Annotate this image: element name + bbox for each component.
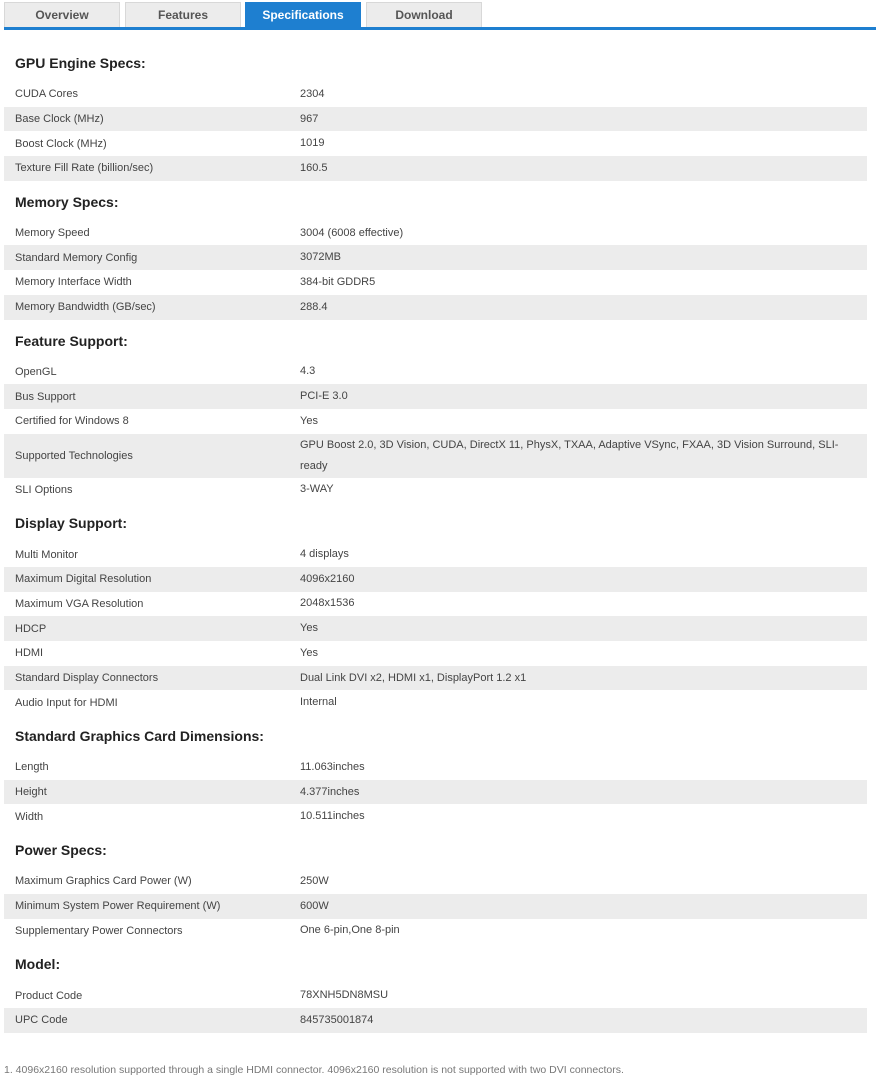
spec-row [4,434,867,478]
spec-row [4,107,867,132]
tab-features[interactable]: Features [125,2,241,27]
spec-section [4,502,867,715]
spec-label: Standard Memory Config [15,251,138,264]
spec-value: 160.5 [300,161,328,174]
section-title: Display Support: [15,515,128,532]
spec-label: Supported Technologies [15,449,133,462]
spec-row [4,616,867,641]
spec-section [4,42,867,181]
spec-table [4,542,867,715]
spec-row [4,82,867,107]
spec-label: Memory Interface Width [15,276,132,289]
spec-label: Boost Clock (MHz) [15,137,107,150]
spec-value: Yes [300,622,318,635]
spec-value: 4.377inches [300,785,360,798]
spec-section [4,181,867,320]
spec-label: Memory Speed [15,227,90,240]
tab-bar [4,0,876,30]
spec-row [4,983,867,1008]
spec-label: Memory Bandwidth (GB/sec) [15,301,156,314]
section-title: Memory Specs: [15,193,119,210]
spec-label: Standard Display Connectors [15,672,159,685]
spec-label: Base Clock (MHz) [15,113,104,126]
spec-row [4,478,867,503]
specifications-panel [4,42,867,1033]
spec-label: Minimum System Power Requirement (W) [15,900,221,913]
spec-table [4,82,867,181]
spec-value: Dual Link DVI x2, HDMI x1, DisplayPort 1.2 x1 [300,671,527,684]
spec-table [4,869,867,943]
spec-value: Yes [300,646,318,659]
spec-label: Width [15,810,44,823]
spec-label: Height [15,786,47,799]
spec-value: 3072MB [300,251,341,264]
spec-label: HDMI [15,647,44,660]
spec-table [4,360,867,503]
spec-table [4,221,867,320]
spec-value: 78XNH5DN8MSU [300,989,389,1002]
section-title: Standard Graphics Card Dimensions: [15,728,264,745]
spec-row [4,641,867,666]
spec-value: One 6-pin,One 8-pin [300,924,400,937]
spec-row [4,804,867,829]
spec-row [4,221,867,246]
spec-label: UPC Code [15,1014,68,1027]
spec-row [4,295,867,320]
spec-value: 3004 (6008 effective) [300,226,404,239]
spec-row [4,894,867,919]
spec-row [4,409,867,434]
spec-row [4,156,867,181]
spec-value: 384-bit GDDR5 [300,275,376,288]
spec-row [4,1008,867,1033]
spec-label: Audio Input for HDMI [15,696,118,709]
spec-label: HDCP [15,622,47,635]
spec-label: Multi Monitor [15,548,78,561]
spec-label: OpenGL [15,365,57,378]
spec-label: Bus Support [15,390,76,403]
spec-value: 250W [300,874,329,887]
spec-value: 600W [300,899,329,912]
spec-row [4,131,867,156]
spec-value: 967 [300,112,319,125]
spec-label: Maximum Graphics Card Power (W) [15,875,192,888]
spec-label: Product Code [15,989,83,1002]
spec-row [4,567,867,592]
spec-value: Yes [300,414,318,427]
spec-row [4,666,867,691]
footnote: 1. 4096x2160 resolution supported through a single HDMI connector. 4096x2160 resolution is not supported with two DVI connectors. [4,1064,624,1076]
spec-label: Maximum Digital Resolution [15,573,152,586]
spec-table [4,755,867,829]
spec-section [4,829,867,943]
tab-specifications[interactable]: Specifications [245,2,361,27]
spec-value: Internal [300,696,337,709]
spec-value: 3-WAY [300,483,334,496]
spec-table [4,983,867,1032]
spec-row [4,780,867,805]
spec-label: Texture Fill Rate (billion/sec) [15,162,154,175]
spec-label: SLI Options [15,483,73,496]
tab-download[interactable]: Download [366,2,482,27]
spec-value: PCI-E 3.0 [300,390,348,403]
spec-row [4,755,867,780]
spec-label: Supplementary Power Connectors [15,924,183,937]
spec-value: 11.063inches [300,760,365,773]
spec-value: 4 displays [300,548,349,561]
section-title: GPU Engine Specs: [15,55,146,71]
tab-overview[interactable]: Overview [4,2,120,27]
spec-row [4,690,867,715]
spec-value: 4.3 [300,365,316,378]
spec-row [4,360,867,385]
spec-row [4,919,867,944]
section-title: Power Specs: [15,842,107,859]
spec-section [4,320,867,503]
spec-value: GPU Boost 2.0, 3D Vision, CUDA, DirectX 11, PhysX, TXAA, Adaptive VSync, FXAA, 3D Vision Surround, SLI-ready [300,438,839,472]
section-title: Model: [15,956,61,973]
spec-label: CUDA Cores [15,88,78,101]
spec-row [4,869,867,894]
spec-label: Certified for Windows 8 [15,415,129,428]
spec-label: Length [15,761,49,774]
spec-row [4,384,867,409]
spec-row [4,592,867,617]
spec-value: 4096x2160 [300,572,355,585]
spec-value: 2304 [300,87,325,100]
spec-value: 288.4 [300,300,328,313]
section-title: Feature Support: [15,332,128,349]
spec-section [4,715,867,829]
spec-value: 845735001874 [300,1013,374,1026]
spec-value: 10.511inches [300,810,365,823]
spec-value: 2048x1536 [300,597,355,610]
spec-label: Maximum VGA Resolution [15,597,144,610]
spec-row [4,542,867,567]
spec-value: 1019 [300,137,325,150]
spec-row [4,270,867,295]
spec-row [4,245,867,270]
spec-section [4,943,867,1032]
